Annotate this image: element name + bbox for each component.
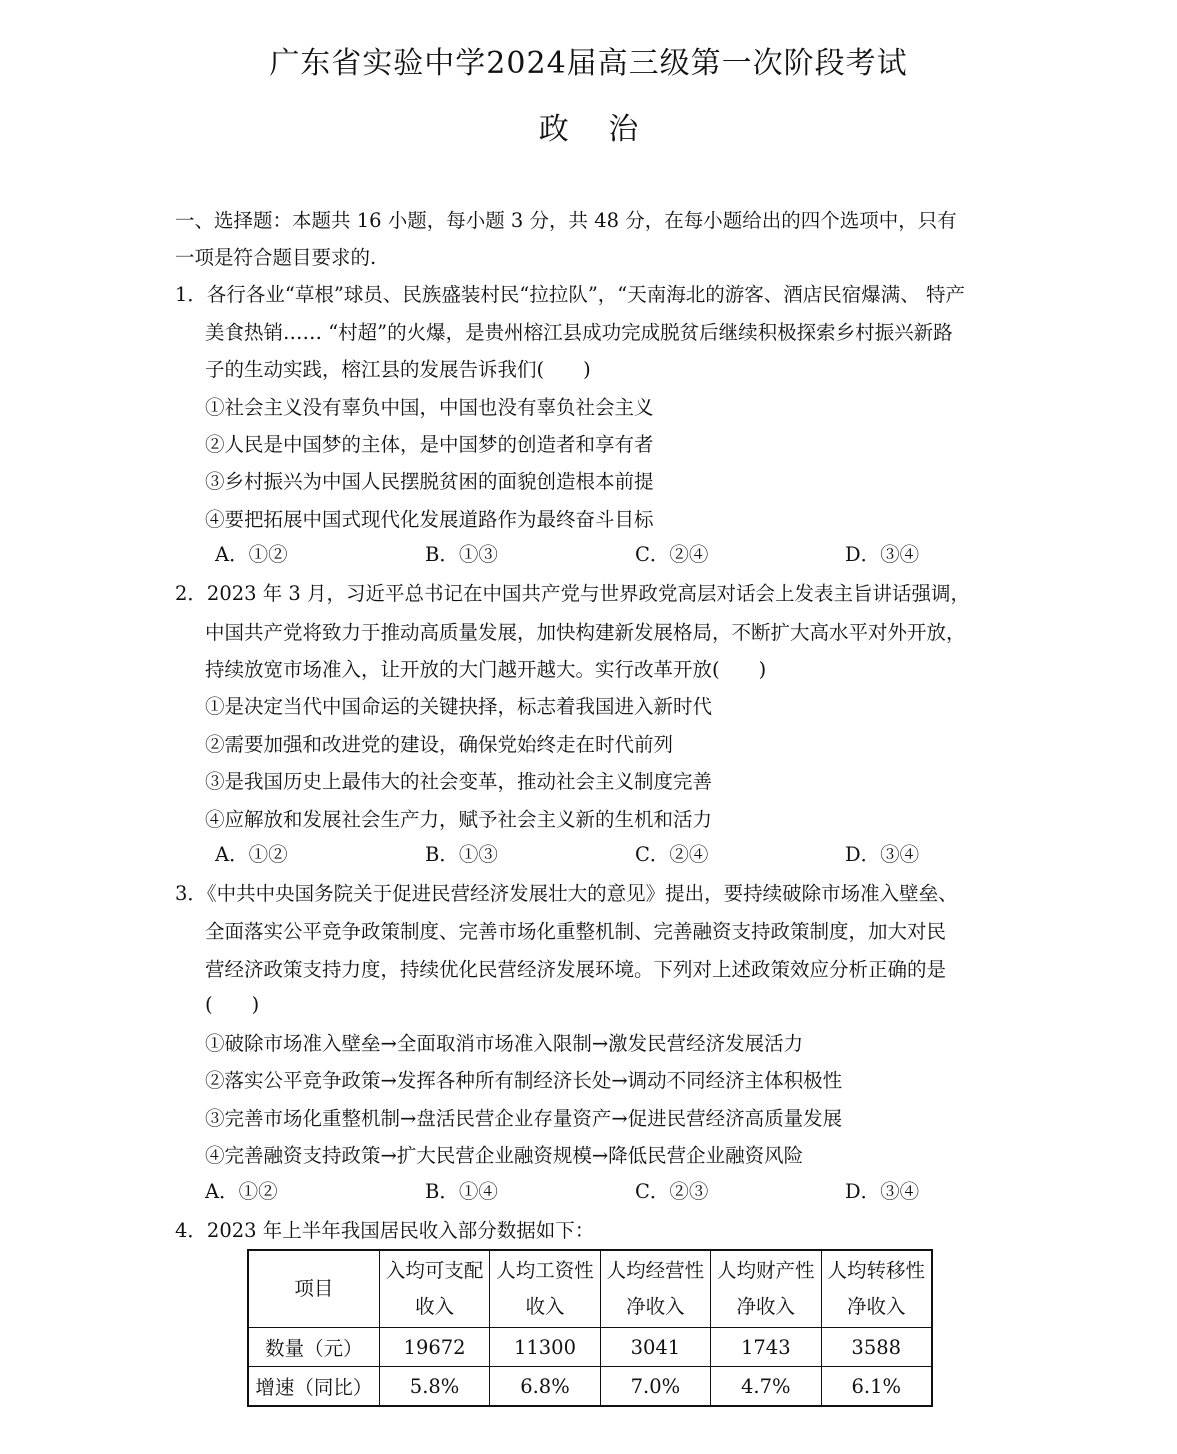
- q3-option-b: B．①④: [425, 1180, 498, 1203]
- q1-option-c: C．②④: [635, 543, 709, 566]
- table-cell: 增速（同比）: [248, 1367, 379, 1407]
- table-row: [248, 1367, 932, 1407]
- q1-option-a: A．①②: [215, 543, 288, 566]
- table-cell: 19672: [379, 1328, 489, 1367]
- q1-item-1: ①社会主义没有辜负中国，中国也没有辜负社会主义: [205, 396, 654, 419]
- q3-stem-line-2: 全面落实公平竞争政策制度、完善市场化重整机制、完善融资支持政策制度，加大对民: [205, 920, 947, 943]
- table-cell: 7.0%: [600, 1367, 710, 1407]
- table-header-item: 项目: [248, 1250, 379, 1328]
- q3-stem-line-3: 营经济政策支持力度，持续优化民营经济发展环境。下列对上述政策效应分析正确的是: [205, 958, 947, 981]
- table-header-disposable: 入均可支配 收入: [379, 1250, 489, 1328]
- table-header-property: 人均财产性 净收入: [711, 1250, 821, 1328]
- q2-item-2: ②需要加强和改进党的建设，确保党始终走在时代前列: [205, 733, 674, 756]
- q3-item-1: ①破除市场准入壁垒→全面取消市场准入限制→激发民营经济发展活力: [205, 1032, 804, 1055]
- q1-stem-line-1: 1．各行各业“草根”球员、民族盛装村民“拉拉队”，“天南海北的游客、酒店民宿爆满、 特产: [175, 283, 965, 306]
- section-instruction-line-2: 一项是符合题目要求的.: [175, 246, 377, 269]
- table-cell: 5.8%: [379, 1367, 489, 1407]
- q3-item-2: ②落实公平竞争政策→发挥各种所有制经济长处→调动不同经济主体积极性: [205, 1069, 843, 1092]
- q3-stem-line-4: ( ): [205, 993, 260, 1016]
- q3-option-a: A．①②: [205, 1180, 278, 1203]
- q2-option-b: B．①③: [425, 843, 498, 866]
- q2-option-c: C．②④: [635, 843, 709, 866]
- q3-option-c: C．②③: [635, 1180, 709, 1203]
- q2-stem-line-2: 中国共产党将致力于推动高质量发展，加快构建新发展格局，不断扩大高水平对外开放，: [205, 621, 966, 644]
- table-cell: 1743: [711, 1328, 821, 1367]
- table-header-transfer: 人均转移性 净收入: [821, 1250, 932, 1328]
- income-data-table: [247, 1249, 933, 1407]
- q2-item-4: ④应解放和发展社会生产力，赋予社会主义新的生机和活力: [205, 808, 713, 831]
- q3-item-4: ④完善融资支持政策→扩大民营企业融资规模→降低民营企业融资风险: [205, 1144, 804, 1167]
- q1-stem-line-3: 子的生动实践，榕江县的发展告诉我们( ): [205, 358, 591, 381]
- table-cell: 6.1%: [821, 1367, 932, 1407]
- table-header-business: 人均经营性 净收入: [600, 1250, 710, 1328]
- table-cell: 4.7%: [711, 1367, 821, 1407]
- q3-item-3: ③完善市场化重整机制→盘活民营企业存量资产→促进民营经济高质量发展: [205, 1107, 843, 1130]
- q3-stem-line-1: 3．《中共中央国务院关于促进民营经济发展壮大的意见》提出，要持续破除市场准入壁垒、: [175, 882, 958, 905]
- table-header-wage: 人均工资性 收入: [490, 1250, 600, 1328]
- q1-option-b: B．①③: [425, 543, 498, 566]
- q1-item-2: ②人民是中国梦的主体，是中国梦的创造者和享有者: [205, 433, 654, 456]
- q1-item-3: ③乡村振兴为中国人民摆脱贫困的面貌创造根本前提: [205, 470, 654, 493]
- q3-option-d: D．③④: [845, 1180, 920, 1203]
- q2-item-3: ③是我国历史上最伟大的社会变革，推动社会主义制度完善: [205, 770, 713, 793]
- q1-option-d: D．③④: [845, 543, 920, 566]
- section-instruction-line-1: 一、选择题：本题共 16 小题，每小题 3 分，共 48 分，在每小题给出的四个选项中，只有: [175, 209, 957, 232]
- q2-item-1: ①是决定当代中国命运的关键抉择，标志着我国进入新时代: [205, 695, 713, 718]
- table-row: [248, 1328, 932, 1367]
- q2-stem-line-3: 持续放宽市场准入，让开放的大门越开越大。实行改革开放( ): [205, 658, 767, 681]
- table-cell: 6.8%: [490, 1367, 600, 1407]
- q1-item-4: ④要把拓展中国式现代化发展道路作为最终奋斗目标: [205, 508, 654, 531]
- exam-subject: 政 治: [538, 112, 639, 147]
- table-cell: 数量（元）: [248, 1328, 379, 1367]
- q1-stem-line-2: 美食热销…… “村超”的火爆，是贵州榕江县成功完成脱贫后继续积极探索乡村振兴新路: [205, 321, 953, 344]
- table-header-row: [248, 1250, 932, 1328]
- table-cell: 3588: [821, 1328, 932, 1367]
- exam-title: 广东省实验中学2024届高三级第一次阶段考试: [269, 46, 908, 81]
- table-cell: 3041: [600, 1328, 710, 1367]
- q4-stem-line-1: 4．2023 年上半年我国居民收入部分数据如下：: [175, 1219, 595, 1242]
- q2-option-d: D．③④: [845, 843, 920, 866]
- q2-option-a: A．①②: [215, 843, 288, 866]
- q2-stem-line-1: 2．2023 年 3 月，习近平总书记在中国共产党与世界政党高层对话会上发表主旨讲话强调，: [175, 582, 971, 605]
- table-cell: 11300: [490, 1328, 600, 1367]
